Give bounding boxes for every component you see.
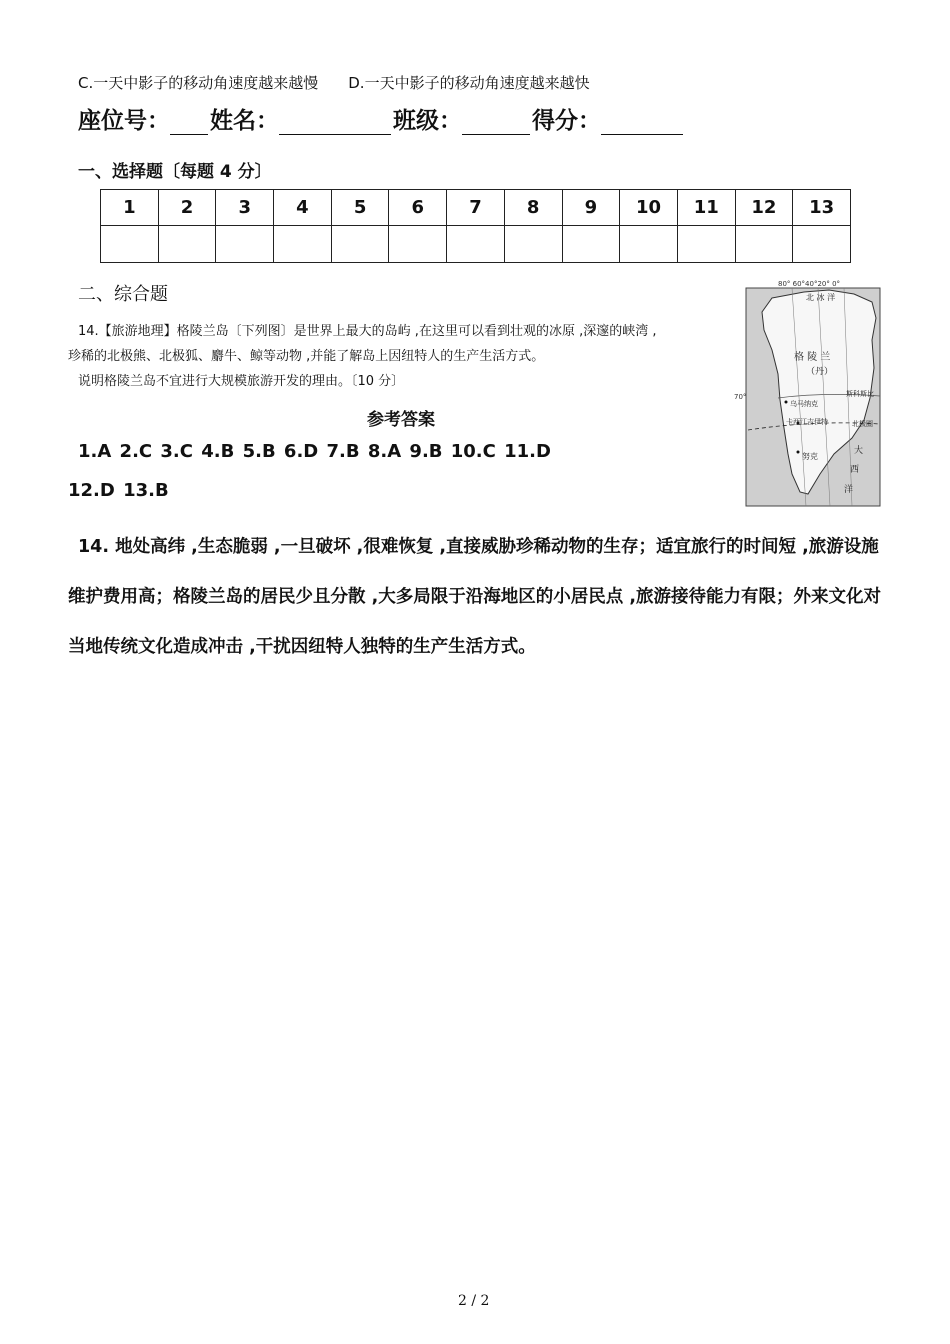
- grid-number: 6: [389, 190, 447, 226]
- answer-14: 14. 地处高纬 ,生态脆弱 ,一旦破坏 ,很难恢复 ,直接威胁珍稀动物的生存；适宜旅行的时间短 ,旅游设施维护费用高；格陵兰岛的居民少且分散 ,大多局限于沿海地区的小居民点 ,旅游接待能力有限；外来文化对当地传统文化造成冲击 ,干扰因纽特人独特的生产生活方式。: [68, 537, 881, 657]
- answer-cell[interactable]: [504, 226, 562, 263]
- answer-cell[interactable]: [735, 226, 793, 263]
- answer-cell[interactable]: [216, 226, 274, 263]
- grid-number: 5: [331, 190, 389, 226]
- class-label: 班级：: [393, 108, 462, 134]
- map-longitudes: 80° 60°40°20° 0°: [778, 280, 841, 288]
- grid-number: 12: [735, 190, 793, 226]
- question-14-line-3: 说明格陵兰岛不宜进行大规模旅游开发的理由。〔10 分〕: [78, 374, 405, 389]
- answer-cell[interactable]: [620, 226, 678, 263]
- grid-number: 7: [447, 190, 505, 226]
- answer-grid: [100, 189, 851, 263]
- answer-line-2: 12.D 13.B: [68, 480, 169, 501]
- score-blank[interactable]: [601, 108, 683, 135]
- grid-number: 2: [158, 190, 216, 226]
- class-blank[interactable]: [462, 108, 530, 135]
- map-ocean-3: 洋: [844, 485, 854, 495]
- grid-number: 4: [274, 190, 332, 226]
- seat-blank[interactable]: [170, 108, 208, 135]
- map-kaxi: 卡西江吉伊特: [786, 418, 828, 426]
- section2-title: 二、综合题: [78, 284, 168, 305]
- seat-label: 座位号：: [78, 108, 170, 134]
- answer-cell[interactable]: [158, 226, 216, 263]
- option-c: C.一天中影子的移动角速度越来越慢: [78, 74, 319, 92]
- grid-number: 11: [677, 190, 735, 226]
- answer-cell[interactable]: [793, 226, 851, 263]
- answer-grid-header: [101, 190, 851, 226]
- answer-cell[interactable]: [562, 226, 620, 263]
- answer-cell[interactable]: [331, 226, 389, 263]
- answer-cell[interactable]: [274, 226, 332, 263]
- score-label: 得分：: [532, 108, 601, 134]
- reference-answer-title: 参考答案: [367, 410, 435, 430]
- page-number: 2 / 2: [458, 1293, 490, 1309]
- answer-cell[interactable]: [389, 226, 447, 263]
- map-umanak: 乌马纳克: [790, 400, 818, 408]
- map-arctic-circle: 北极圈: [852, 420, 873, 428]
- map-arctic-ocean: 北 冰 洋: [806, 293, 836, 302]
- options-line: [78, 72, 590, 93]
- map-scoresby: 斯科斯比: [846, 390, 874, 398]
- option-d: D.一天中影子的移动角速度越来越快: [348, 74, 590, 92]
- question-14-line-2: 珍稀的北极熊、北极狐、麝牛、鲸等动物 ,并能了解岛上因纽特人的生产生活方式。: [68, 349, 545, 364]
- answer-grid-blank-row: [101, 226, 851, 263]
- answer-cell[interactable]: [677, 226, 735, 263]
- map-latitude: 70°: [734, 393, 747, 401]
- grid-number: 8: [504, 190, 562, 226]
- section1-title: 一、选择题〔每题 4 分〕: [78, 162, 272, 182]
- question-14-line-1: 14.【旅游地理】格陵兰岛〔下列图〕是世界上最大的岛屿 ,在这里可以看到壮观的冰原 ,深邃的峡湾 ,: [78, 324, 657, 339]
- map-ocean-1: 大: [854, 446, 864, 456]
- answer-cell[interactable]: [447, 226, 505, 263]
- grid-number: 3: [216, 190, 274, 226]
- answer-line-1: 1.A 2.C 3.C 4.B 5.B 6.D 7.B 8.A 9.B 10.C 11.D: [78, 441, 551, 462]
- grid-number: 13: [793, 190, 851, 226]
- name-blank[interactable]: [279, 108, 391, 135]
- grid-number: 1: [101, 190, 159, 226]
- name-label: 姓名：: [210, 108, 279, 134]
- greenland-map: [734, 278, 884, 510]
- student-info-line: [78, 102, 685, 135]
- grid-number: 9: [562, 190, 620, 226]
- answer-cell[interactable]: [101, 226, 159, 263]
- map-nuuk: 努克: [802, 452, 818, 461]
- map-greenland: 格 陵 兰: [794, 352, 831, 363]
- map-ocean-2: 西: [850, 465, 860, 475]
- grid-number: 10: [620, 190, 678, 226]
- map-denmark: （丹）: [806, 367, 834, 377]
